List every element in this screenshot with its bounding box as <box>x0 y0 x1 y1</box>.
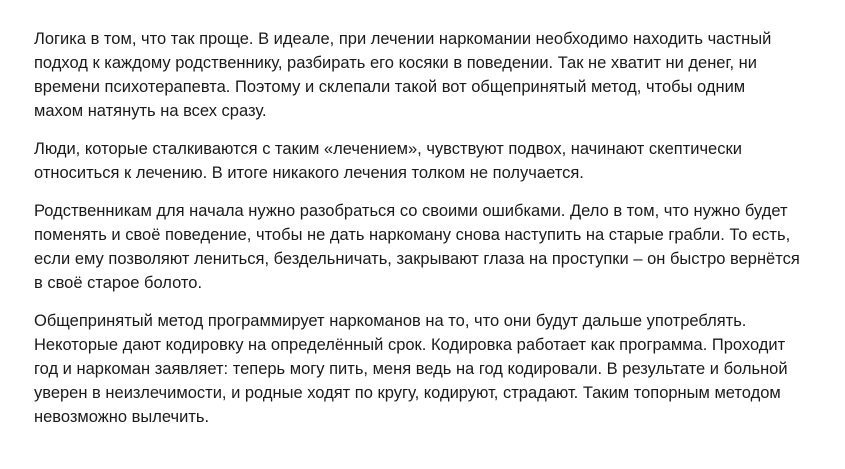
paragraph-line: Общепринятый метод программирует наркоманов на то, что они будут дальше употреблять. <box>34 312 747 330</box>
paragraph-line: Логика в том, что так проще. В идеале, при лечении наркомании необходимо находить частный <box>34 30 772 48</box>
paragraph-1 <box>34 27 814 123</box>
paragraph-line: если ему позволяют лениться, бездельничать, закрывают глаза на проступки – он быстро вернётся <box>34 250 800 268</box>
document-body <box>34 27 814 443</box>
paragraph-line: невозможно вылечить. <box>34 408 210 426</box>
paragraph-line: уверен в неизлечимости, и родные ходят по кругу, кодируют, страдают. Таким топорным методом <box>34 384 781 402</box>
paragraph-line: махом натянуть на всех сразу. <box>34 102 267 120</box>
paragraph-line: времени психотерапевта. Поэтому и склепали такой вот общепринятый метод, чтобы одним <box>34 78 746 96</box>
paragraph-3 <box>34 199 814 295</box>
paragraph-line: подход к каждому родственнику, разбирать его косяки в поведении. Так не хватит ни денег, ни <box>34 54 757 72</box>
paragraph-line: Люди, которые сталкиваются с таким «лечением», чувствуют подвох, начинают скептически <box>34 140 742 158</box>
paragraph-line: Родственникам для начала нужно разобраться со своими ошибками. Дело в том, что нужно будет <box>34 202 788 220</box>
paragraph-line: год и наркоман заявляет: теперь могу пить, меня ведь на год кодировали. В результате и больной <box>34 360 788 378</box>
paragraph-4 <box>34 309 814 429</box>
paragraph-line: поменять и своё поведение, чтобы не дать наркоману снова наступить на старые грабли. То есть, <box>34 226 791 244</box>
paragraph-line: относиться к лечению. В итоге никакого лечения толком не получается. <box>34 164 584 182</box>
paragraph-2 <box>34 137 814 185</box>
paragraph-line: в своё старое болото. <box>34 274 203 292</box>
paragraph-line: Некоторые дают кодировку на определённый срок. Кодировка работает как программа. Проходит <box>34 336 786 354</box>
